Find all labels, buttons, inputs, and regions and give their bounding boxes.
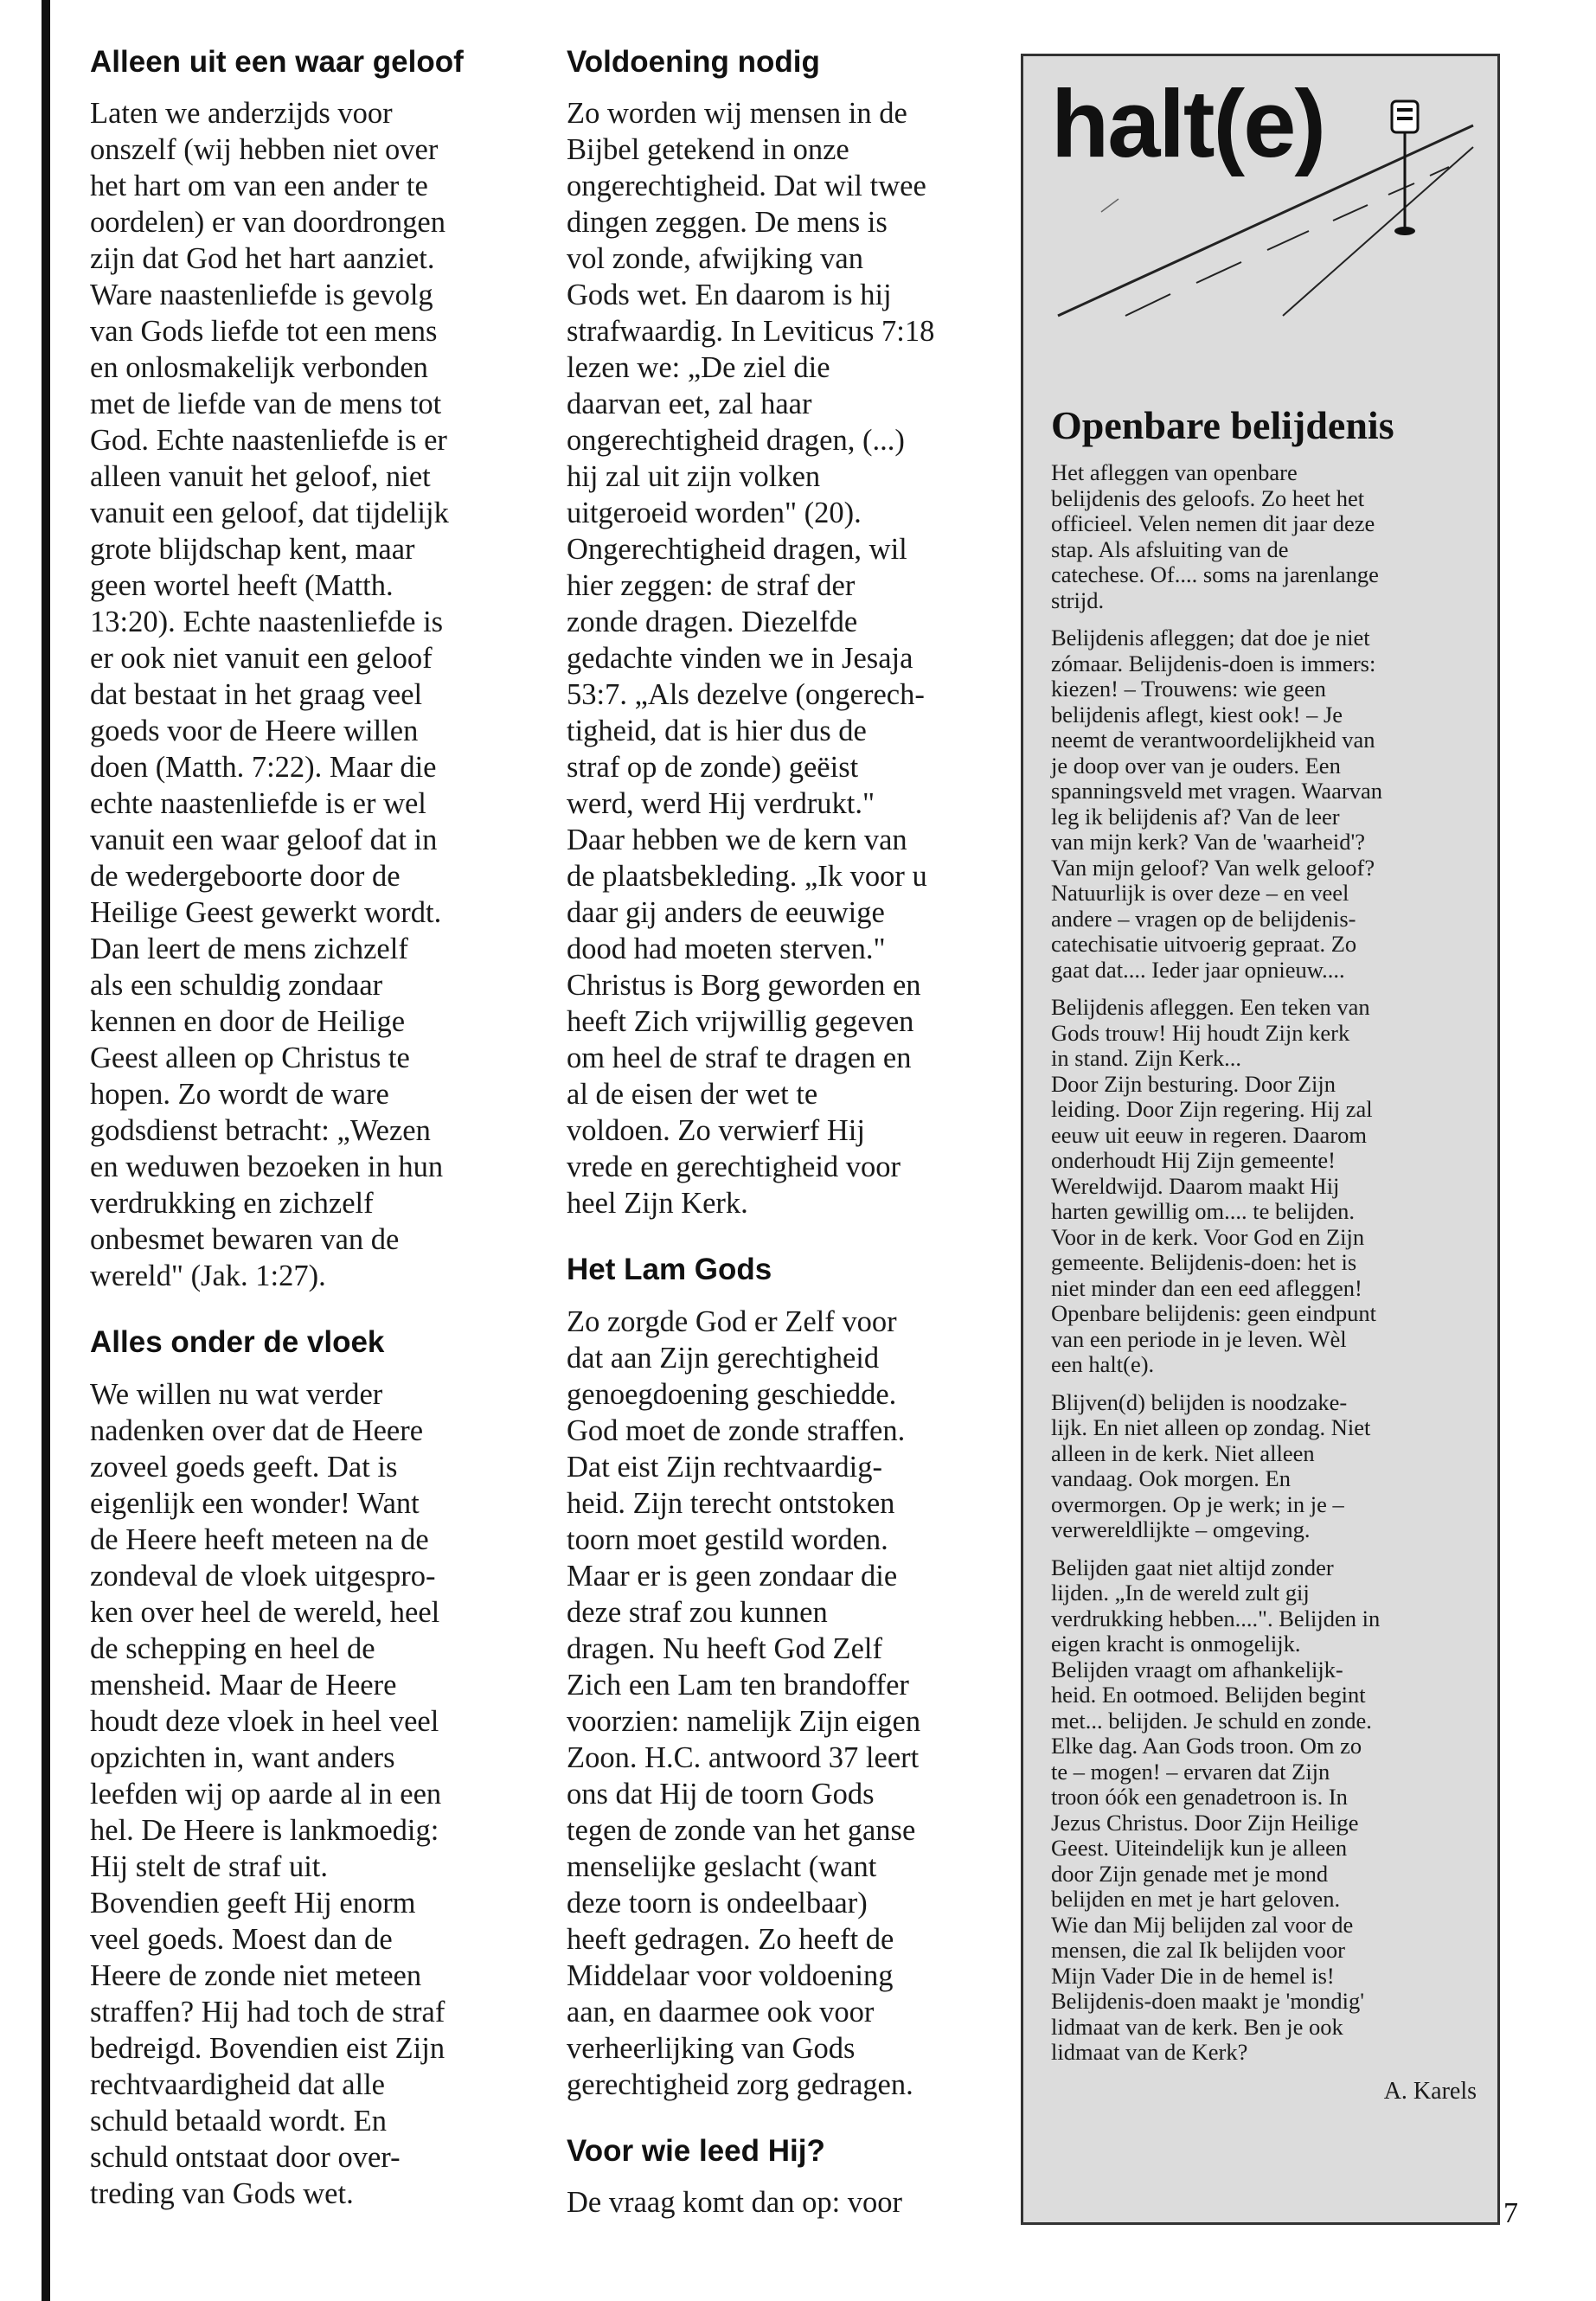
binding-edge: [42, 0, 50, 2301]
author-signature: A. Karels: [1383, 2077, 1477, 2105]
paragraph-alles-onder-de-vloek: We willen nu wat verder nadenken over dat de Heere zoveel goeds geeft. Dat is eigenlijk een wonder! Want de Heere heeft meteen na de zondeval de vloek uitgespro- ken over heel de wereld, heel de schepping en heel de mensheid. Maar de Heere houdt deze vloek in heel veel opzichten in, want anders leefden wij op aarde al in een hel. De Heere is lankmoedig: Hij stelt de straf uit. Bovendien geeft Hij enorm veel goeds. Moest dan de Heere de zonde niet meteen straffen? Hij had toch de straf bedreigd. Bovendien eist Zijn rechtvaardigheid dat alle schuld betaald wordt. En schuld ontstaat door over- treding van Gods wet.: [90, 1377, 445, 2210]
column-left: [90, 45, 522, 2243]
page-number: 7: [1503, 2197, 1518, 2229]
paragraph-voor-wie-leed-hij: De vraag komt dan op: voor: [567, 2185, 903, 2219]
sidebar-paragraph-2: Belijdenis afleggen; dat doe je niet zómaar. Belijdenis-doen is immers: kiezen! – Trouwens: wie geen belijdenis aflegt, kiest ook! – Je neemt de verantwoordelijkheid van je doop over van je ouders. Een spanningsveld met vragen. Waarvan leg ik belijdenis af? Van de leer van mijn kerk? Van de 'waarheid'? Van mijn geloof? Van welk geloof? Natuurlijk is over deze – en veel andere – vragen op de belijdenis- catechisatie uitvoerig gepraat. Zo gaat dat.... Ieder jaar opnieuw....: [1051, 625, 1382, 983]
heading-voor-wie-leed-hij: Voor wie leed Hij?: [567, 2133, 825, 2168]
heading-voldoening-nodig: Voldoening nodig: [567, 45, 820, 79]
sidebar-paragraph-1: Het afleggen van openbare belijdenis des geloofs. Zo heet het officieel. Velen nemen dit jaar deze stap. Als afsluiting van de catechese. Of.... soms na jarenlange strijd.: [1051, 459, 1379, 613]
sidebar-paragraph-4: Blijven(d) belijden is noodzake- lijk. En niet alleen op zondag. Niet alleen in de kerk. Niet alleen vandaag. Ook morgen. En overmorgen. Op je werk; in je – verwereldlijkte – omgeving.: [1051, 1388, 1371, 1542]
halte-logo-text: halt(e): [1051, 71, 1324, 177]
bus-stop-sign-icon: [1385, 98, 1428, 245]
sidebar-title: Openbare belijdenis: [1051, 403, 1394, 447]
sidebar-paragraph-3: Belijdenis afleggen. Een teken van Gods trouw! Hij houdt Zijn kerk in stand. Zijn Kerk... Door Zijn besturing. Door Zijn leiding. Door Zijn regering. Hij zal eeuw uit eeuw in regeren. Daarom onderhoudt Hij Zijn gemeente! Wereldwijd. Daarom maakt Hij harten gewillig om.... te belijden. Voor in de kerk. Voor God en Zijn gemeente. Belijdenis-doen: het is niet minder dan een eed afleggen! Openbare belijdenis: geen eindpunt van een periode in je leven. Wèl een halt(e).: [1051, 994, 1377, 1377]
paragraph-voldoening-nodig: Zo worden wij mensen in de Bijbel getekend in onze ongerechtigheid. Dat wil twee dingen zeggen. De mens is vol zonde, afwijking van Gods wet. En daarom is hij strafwaardig. In Leviticus 7:18 lezen we: „De ziel die daarvan eet, zal haar ongerechtigheid dragen, (...) hij zal uit zijn volken uitgeroeid worden" (20). Ongerechtigheid dragen, wil hier zeggen: de straf der zonde dragen. Diezelfde gedachte vinden we in Jesaja 53:7. „Als dezelve (ongerech- tigheid, dat is hier dus de straf op de zonde) geëist werd, werd Hij verdrukt." Daar hebben we de kern van de plaatsbekleding. „Ik voor u daar gij anders de eeuwige dood had moeten sterven." Christus is Borg geworden en heeft Zich vrijwillig gegeven om heel de straf te dragen en al de eisen der wet te voldoen. Zo verwierf Hij vrede en gerechtigheid voor heel Zijn Kerk.: [567, 97, 935, 1221]
sidebar-paragraph-5: Belijden gaat niet altijd zonder lijden. „In de wereld zult gij verdrukking hebben....". Belijden in eigen kracht is onmogelijk. Belijden vraagt om afhankelijk- heid. En ootmoed. Belijden begint met... belijden. Je schuld en zonde. Elke dag. Aan Gods troon. Om zo te – mogen! – ervaren dat Zijn troon óók een genadetroon is. In Jezus Christus. Door Zijn Heilige Geest. Uiteindelijk kun je alleen door Zijn genade met je mond belijden en met je hart geloven. Wie dan Mij belijden zal voor de mensen, die zal Ik belijden voor Mijn Vader Die in de hemel is! Belijdenis-doen maakt je 'mondig' lidmaat van de kerk. Ben je ook lidmaat van de Kerk?: [1051, 1554, 1381, 2065]
paragraph-het-lam-gods: Zo zorgde God er Zelf voor dat aan Zijn gerechtigheid genoegdoening geschiedde. God moet de zonde straffen. Dat eist Zijn rechtvaardig- heid. Zijn terecht ontstoken toorn moet gestild worden. Maar er is geen zondaar die deze straf zou kunnen dragen. Nu heeft God Zelf Zich een Lam ten brandoffer voorzien: namelijk Zijn eigen Zoon. H.C. antwoord 37 leert ons dat Hij de toorn Gods tegen de zonde van het ganse menselijke geslacht (want deze toorn is ondeelbaar) heeft gedragen. Zo heeft de Middelaar voor voldoening aan, en daarmee ook voor verheerlijking van Gods gerechtigheid zorg gedragen.: [567, 1304, 921, 2101]
sidebar-box: [1021, 54, 1500, 2225]
paragraph-alleen-uit-een-waar-geloof: Laten we anderzijds voor onszelf (wij hebben niet over het hart om van een ander te oordelen) er van doordrongen zijn dat God het hart aanziet. Ware naastenliefde is gevolg van Gods liefde tot een mens en onlosmakelijk verbonden met de liefde van de mens tot God. Echte naastenliefde is er alleen vanuit het geloof, niet vanuit een geloof, dat tijdelijk grote blijdschap kent, maar geen wortel heeft (Matth. 13:20). Echte naastenliefde is er ook niet vanuit een geloof dat bestaat in het graag veel goeds voor de Heere willen doen (Matth. 7:22). Maar die echte naastenliefde is er wel vanuit een waar geloof dat in de wedergeboorte door de Heilige Geest gewerkt wordt. Dan leert de mens zichzelf als een schuldig zondaar kennen en door de Heilige Geest alleen op Christus te hopen. Zo wordt de ware godsdienst betracht: „Wezen en weduwen bezoeken in hun verdrukking en zichzelf onbesmet bewaren van de wereld" (Jak. 1:27).: [90, 97, 449, 1293]
heading-het-lam-gods: Het Lam Gods: [567, 1253, 772, 1287]
heading-alleen-uit-een-waar-geloof: Alleen uit een waar geloof: [90, 45, 464, 79]
column-middle: [567, 45, 999, 2252]
heading-alles-onder-de-vloek: Alles onder de vloek: [90, 1325, 385, 1360]
halte-logo: [1023, 56, 1497, 342]
